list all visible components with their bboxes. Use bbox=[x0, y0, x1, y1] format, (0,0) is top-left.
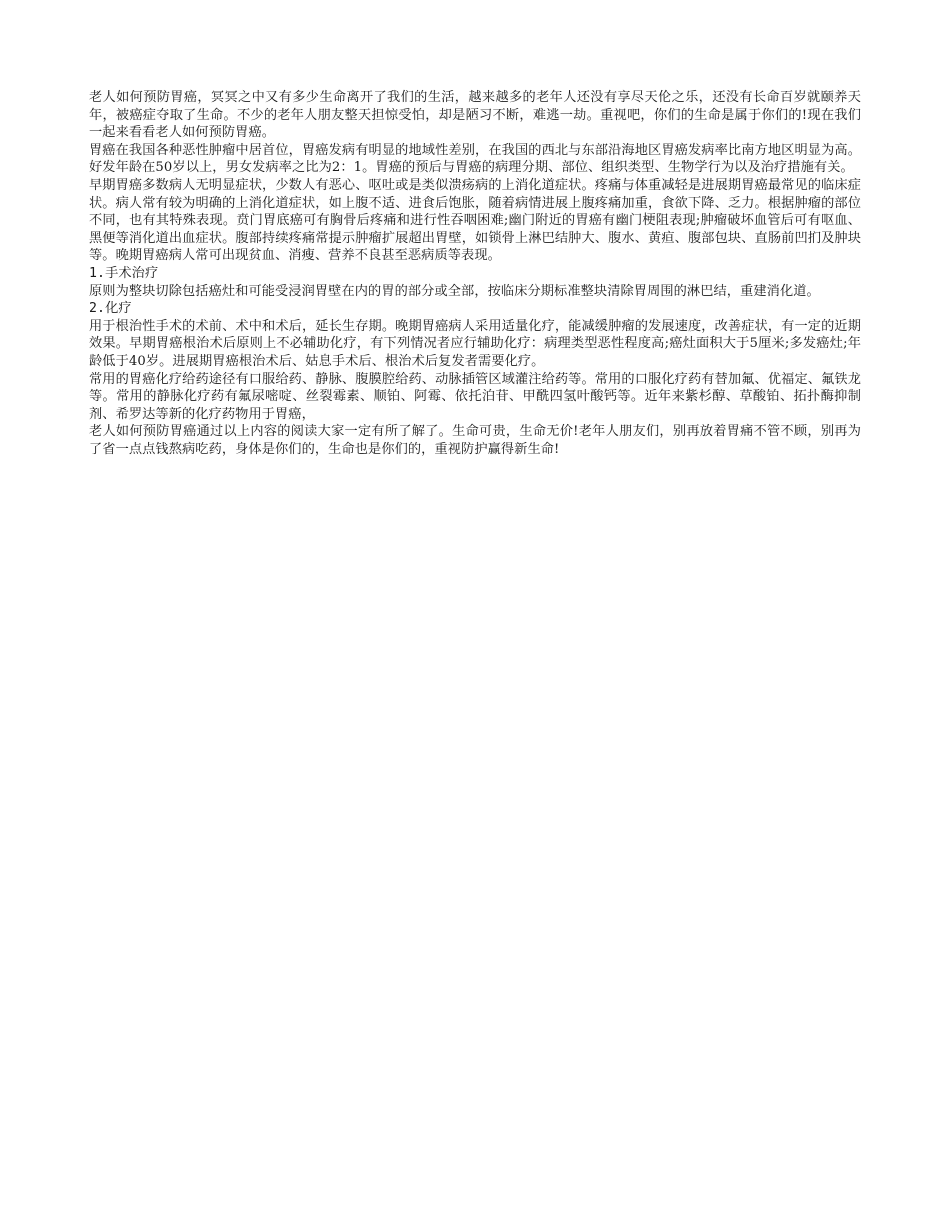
surgery-paragraph: 原则为整块切除包括癌灶和可能受浸润胃壁在内的胃的部分或全部，按临床分期标准整块清除胃周围的淋巴结，重建消化道。 bbox=[89, 283, 820, 299]
conclusion-paragraph: 老人如何预防胃癌通过以上内容的阅读大家一定有所了解了。生命可贵，生命无价!老年人朋友们，别再放着胃痛不管不顾，别再为了省一点点钱熬病吃药，身体是你们的，生命也是你们的，重视防护赢得新生命! bbox=[89, 424, 861, 457]
chemotherapy-heading: 2.化疗 bbox=[89, 301, 132, 317]
chemotherapy-paragraph: 用于根治性手术的术前、术中和术后，延长生存期。晚期胃癌病人采用适量化疗，能减缓肿瘤的发展速度，改善症状，有一定的近期效果。早期胃癌根治术后原则上不必辅助化疗，有下列情况者应行辅助化疗：病理类型恶性程度高;癌灶面积大于5厘米;多发癌灶;年龄低于40岁。进展期胃癌根治术后、姑息手术后、根治术后复发者需要化疗。 bbox=[89, 318, 861, 369]
incidence-paragraph: 胃癌在我国各种恶性肿瘤中居首位，胃癌发病有明显的地域性差别，在我国的西北与东部沿海地区胃癌发病率比南方地区明显为高。好发年龄在50岁以上，男女发病率之比为2：1。胃癌的预后与胃癌的病理分期、部位、组织类型、生物学行为以及治疗措施有关。 bbox=[89, 142, 861, 176]
intro-paragraph: 老人如何预防胃癌，冥冥之中又有多少生命离开了我们的生活，越来越多的老年人还没有享尽天伦之乐，还没有长命百岁就颐养天年，被癌症夺取了生命。不少的老年人朋友整天担惊受怕，却是陋习不断，难逃一劫。重视吧，你们的生命是属于你们的!现在我们一起来看看老人如何预防胃癌。 bbox=[89, 90, 861, 141]
symptoms-paragraph: 早期胃癌多数病人无明显症状，少数人有恶心、呕吐或是类似溃疡病的上消化道症状。疼痛与体重减轻是进展期胃癌最常见的临床症状。病人常有较为明确的上消化道症状，如上腹不适、进食后饱胀，随着病情进展上腹疼痛加重，食欲下降、乏力。根据肿瘤的部位不同，也有其特殊表现。贲门胃底癌可有胸骨后疼痛和进行性吞咽困难;幽门附近的胃癌有幽门梗阻表现;肿瘤破坏血管后可有呕血、黑便等消化道出血症状。腹部持续疼痛常提示肿瘤扩展超出胃壁，如锁骨上淋巴结肿大、腹水、黄疸、腹部包块、直肠前凹扪及肿块等。晚期胃癌病人常可出现贫血、消瘦、营养不良甚至恶病质等表现。 bbox=[89, 177, 861, 264]
document-page bbox=[89, 89, 861, 458]
surgery-heading: 1.手术治疗 bbox=[89, 265, 159, 281]
chemo-drugs-paragraph: 常用的胃癌化疗给药途径有口服给药、静脉、腹膜腔给药、动脉插管区域灌注给药等。常用的口服化疗药有替加氟、优福定、氟铁龙等。常用的静脉化疗药有氟尿嘧啶、丝裂霉素、顺铂、阿霉、依托泊苷、甲酰四氢叶酸钙等。近年来紫杉醇、草酸铂、拓扑酶抑制剂、希罗达等新的化疗药物用于胃癌， bbox=[89, 371, 861, 422]
